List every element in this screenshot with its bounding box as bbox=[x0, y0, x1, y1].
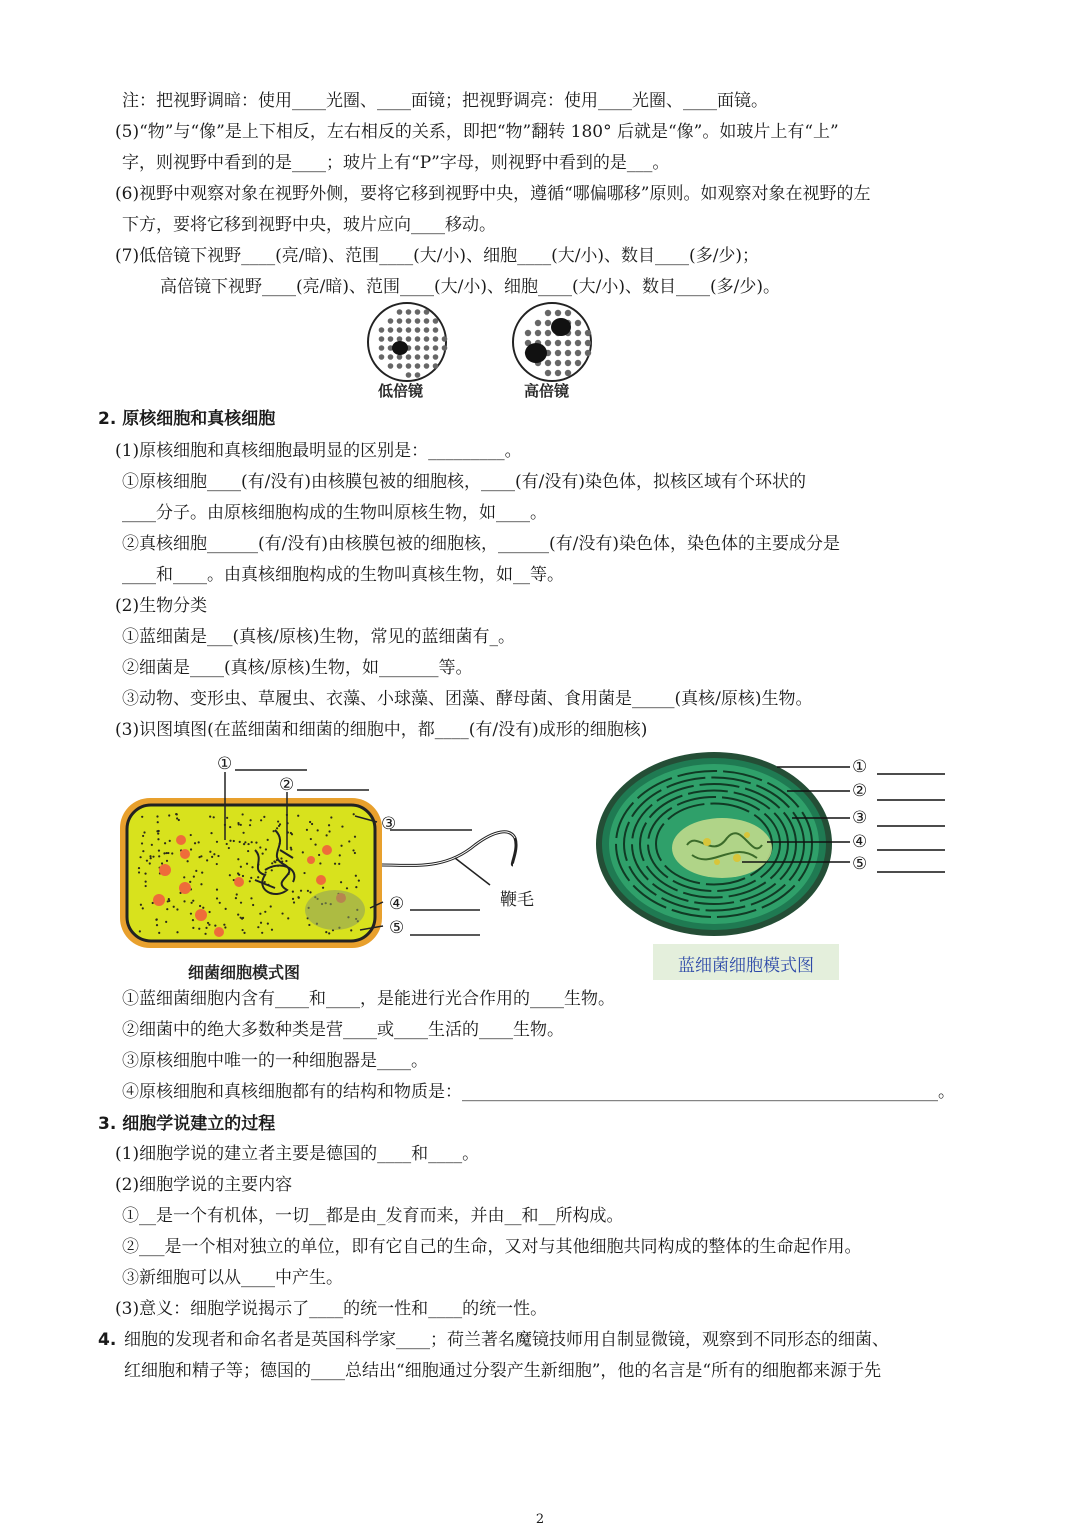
cyano-mark-1: ① bbox=[852, 757, 868, 777]
line-2-6: (2)生物分类 bbox=[115, 596, 208, 616]
bact-mark-4: ④ bbox=[389, 894, 405, 914]
item-7-line-2: 高倍镜下视野____(亮/暗)、范围____(大/小)、细胞____(大/小)、数目____(多/少)。 bbox=[160, 277, 780, 297]
item-5-line-2: 字，则视野中看到的是____；玻片上有“P”字母，则视野中看到的是___。 bbox=[122, 153, 670, 173]
line-2-4: ②真核细胞______(有/没有)由核膜包被的细胞核，______(有/没有)染色体，染色体的主要成分是 bbox=[122, 534, 840, 554]
cyano-mark-3: ③ bbox=[852, 808, 868, 828]
cyano-mark-4: ④ bbox=[852, 832, 868, 852]
high-nucleus-1 bbox=[525, 343, 547, 363]
section-4-number: 4. bbox=[98, 1330, 117, 1350]
line-2-13: ③原核细胞中唯一的一种细胞器是____。 bbox=[122, 1051, 428, 1071]
line-2-5: ____和____。由真核细胞构成的生物叫真核生物，如__等。 bbox=[122, 565, 564, 585]
item-5-line-1: (5)“物”与“像”是上下相反，左右相反的关系，即把“物”翻转 180° 后就是“像”。如玻片上有“上” bbox=[115, 122, 839, 142]
cyano-mark-5: ⑤ bbox=[852, 854, 868, 874]
line-4-1: 细胞的发现者和命名者是英国科学家____；荷兰著名魔镜技师用自制显微镜，观察到不同形态的细菌、 bbox=[124, 1330, 889, 1350]
bacteria-shadow bbox=[305, 890, 365, 930]
note-line: 注：把视野调暗：使用____光圈、____面镜；把视野调亮：使用____光圈、____面镜。 bbox=[122, 91, 768, 111]
line-2-8: ②细菌是____(真核/原核)生物，如_______等。 bbox=[122, 658, 473, 678]
item-6-line-1: (6)视野中观察对象在视野外侧，要将它移到视野中央，遵循“哪偏哪移”原则。如观察对象在视野的左 bbox=[115, 184, 871, 204]
line-3-4: ②___是一个相对独立的单位，即有它自己的生命，又对与其他细胞共同构成的整体的生命起作用。 bbox=[122, 1237, 862, 1257]
line-2-7: ①蓝细菌是___(真核/原核)生物，常见的蓝细菌有_。 bbox=[122, 627, 515, 647]
cyano-caption-box bbox=[653, 944, 839, 980]
line-3-6: (3)意义：细胞学说揭示了____的统一性和____的统一性。 bbox=[115, 1299, 548, 1319]
bact-mark-2: ② bbox=[279, 775, 295, 795]
page-number: 2 bbox=[535, 1512, 545, 1527]
high-nucleus-2 bbox=[551, 318, 571, 336]
line-3-5: ③新细胞可以从____中产生。 bbox=[122, 1268, 343, 1288]
item-7-line-1: (7)低倍镜下视野____(亮/暗)、范围____(大/小)、细胞____(大/小)、数目____(多/少)； bbox=[115, 246, 760, 266]
line-3-1: (1)细胞学说的建立者主要是德国的____和____。 bbox=[115, 1144, 480, 1164]
low-power-view bbox=[368, 303, 446, 381]
line-2-14: ④原核细胞和真核细胞都有的结构和物质是：________________________________________________________。 bbox=[122, 1082, 955, 1102]
bact-mark-3: ③ bbox=[381, 814, 397, 834]
line-2-10: (3)识图填图(在蓝细菌和细菌的细胞中，都____(有/没有)成形的细胞核) bbox=[115, 720, 648, 740]
item-6-line-2: 下方，要将它移到视野中央，玻片应向____移动。 bbox=[122, 215, 496, 235]
bacteria-diagram bbox=[115, 750, 545, 985]
cyanobacteria-diagram bbox=[592, 750, 952, 950]
line-2-1: (1)原核细胞和真核细胞最明显的区别是：_________。 bbox=[115, 441, 522, 461]
flagellum-label: 鞭毛 bbox=[500, 890, 534, 910]
bact-mark-5: ⑤ bbox=[389, 918, 405, 938]
section-3-heading: 3. 细胞学说建立的过程 bbox=[98, 1114, 276, 1134]
line-3-2: (2)细胞学说的主要内容 bbox=[115, 1175, 293, 1195]
bact-mark-1: ① bbox=[217, 754, 233, 774]
cyano-caption: 蓝细菌细胞模式图 bbox=[678, 956, 814, 976]
line-4-2: 红细胞和精子等；德国的____总结出“细胞通过分裂产生新细胞”，他的名言是“所有的细胞都来源于先 bbox=[124, 1361, 882, 1381]
line-2-9: ③动物、变形虫、草履虫、衣藻、小球藻、团藻、酵母菌、食用菌是_____(真核/原核)生物。 bbox=[122, 689, 813, 709]
low-power-label: 低倍镜 bbox=[378, 382, 424, 400]
line-2-3: ____分子。由原核细胞构成的生物叫原核生物，如____。 bbox=[122, 503, 547, 523]
line-2-2: ①原核细胞____(有/没有)由核膜包被的细胞核，____(有/没有)染色体，拟核区域有个环状的 bbox=[122, 472, 806, 492]
high-power-label: 高倍镜 bbox=[524, 382, 570, 400]
section-2-heading: 2. 原核细胞和真核细胞 bbox=[98, 409, 276, 429]
line-2-11: ①蓝细菌细胞内含有____和____，是能进行光合作用的____生物。 bbox=[122, 989, 615, 1009]
line-2-12: ②细菌中的绝大多数种类是营____或____生活的____生物。 bbox=[122, 1020, 564, 1040]
low-nucleus bbox=[392, 341, 408, 355]
line-3-3: ①__是一个有机体，一切__都是由_发育而来，并由__和__所构成。 bbox=[122, 1206, 624, 1226]
bacteria-caption: 细菌细胞模式图 bbox=[188, 963, 301, 982]
cyano-mark-2: ② bbox=[852, 781, 868, 801]
